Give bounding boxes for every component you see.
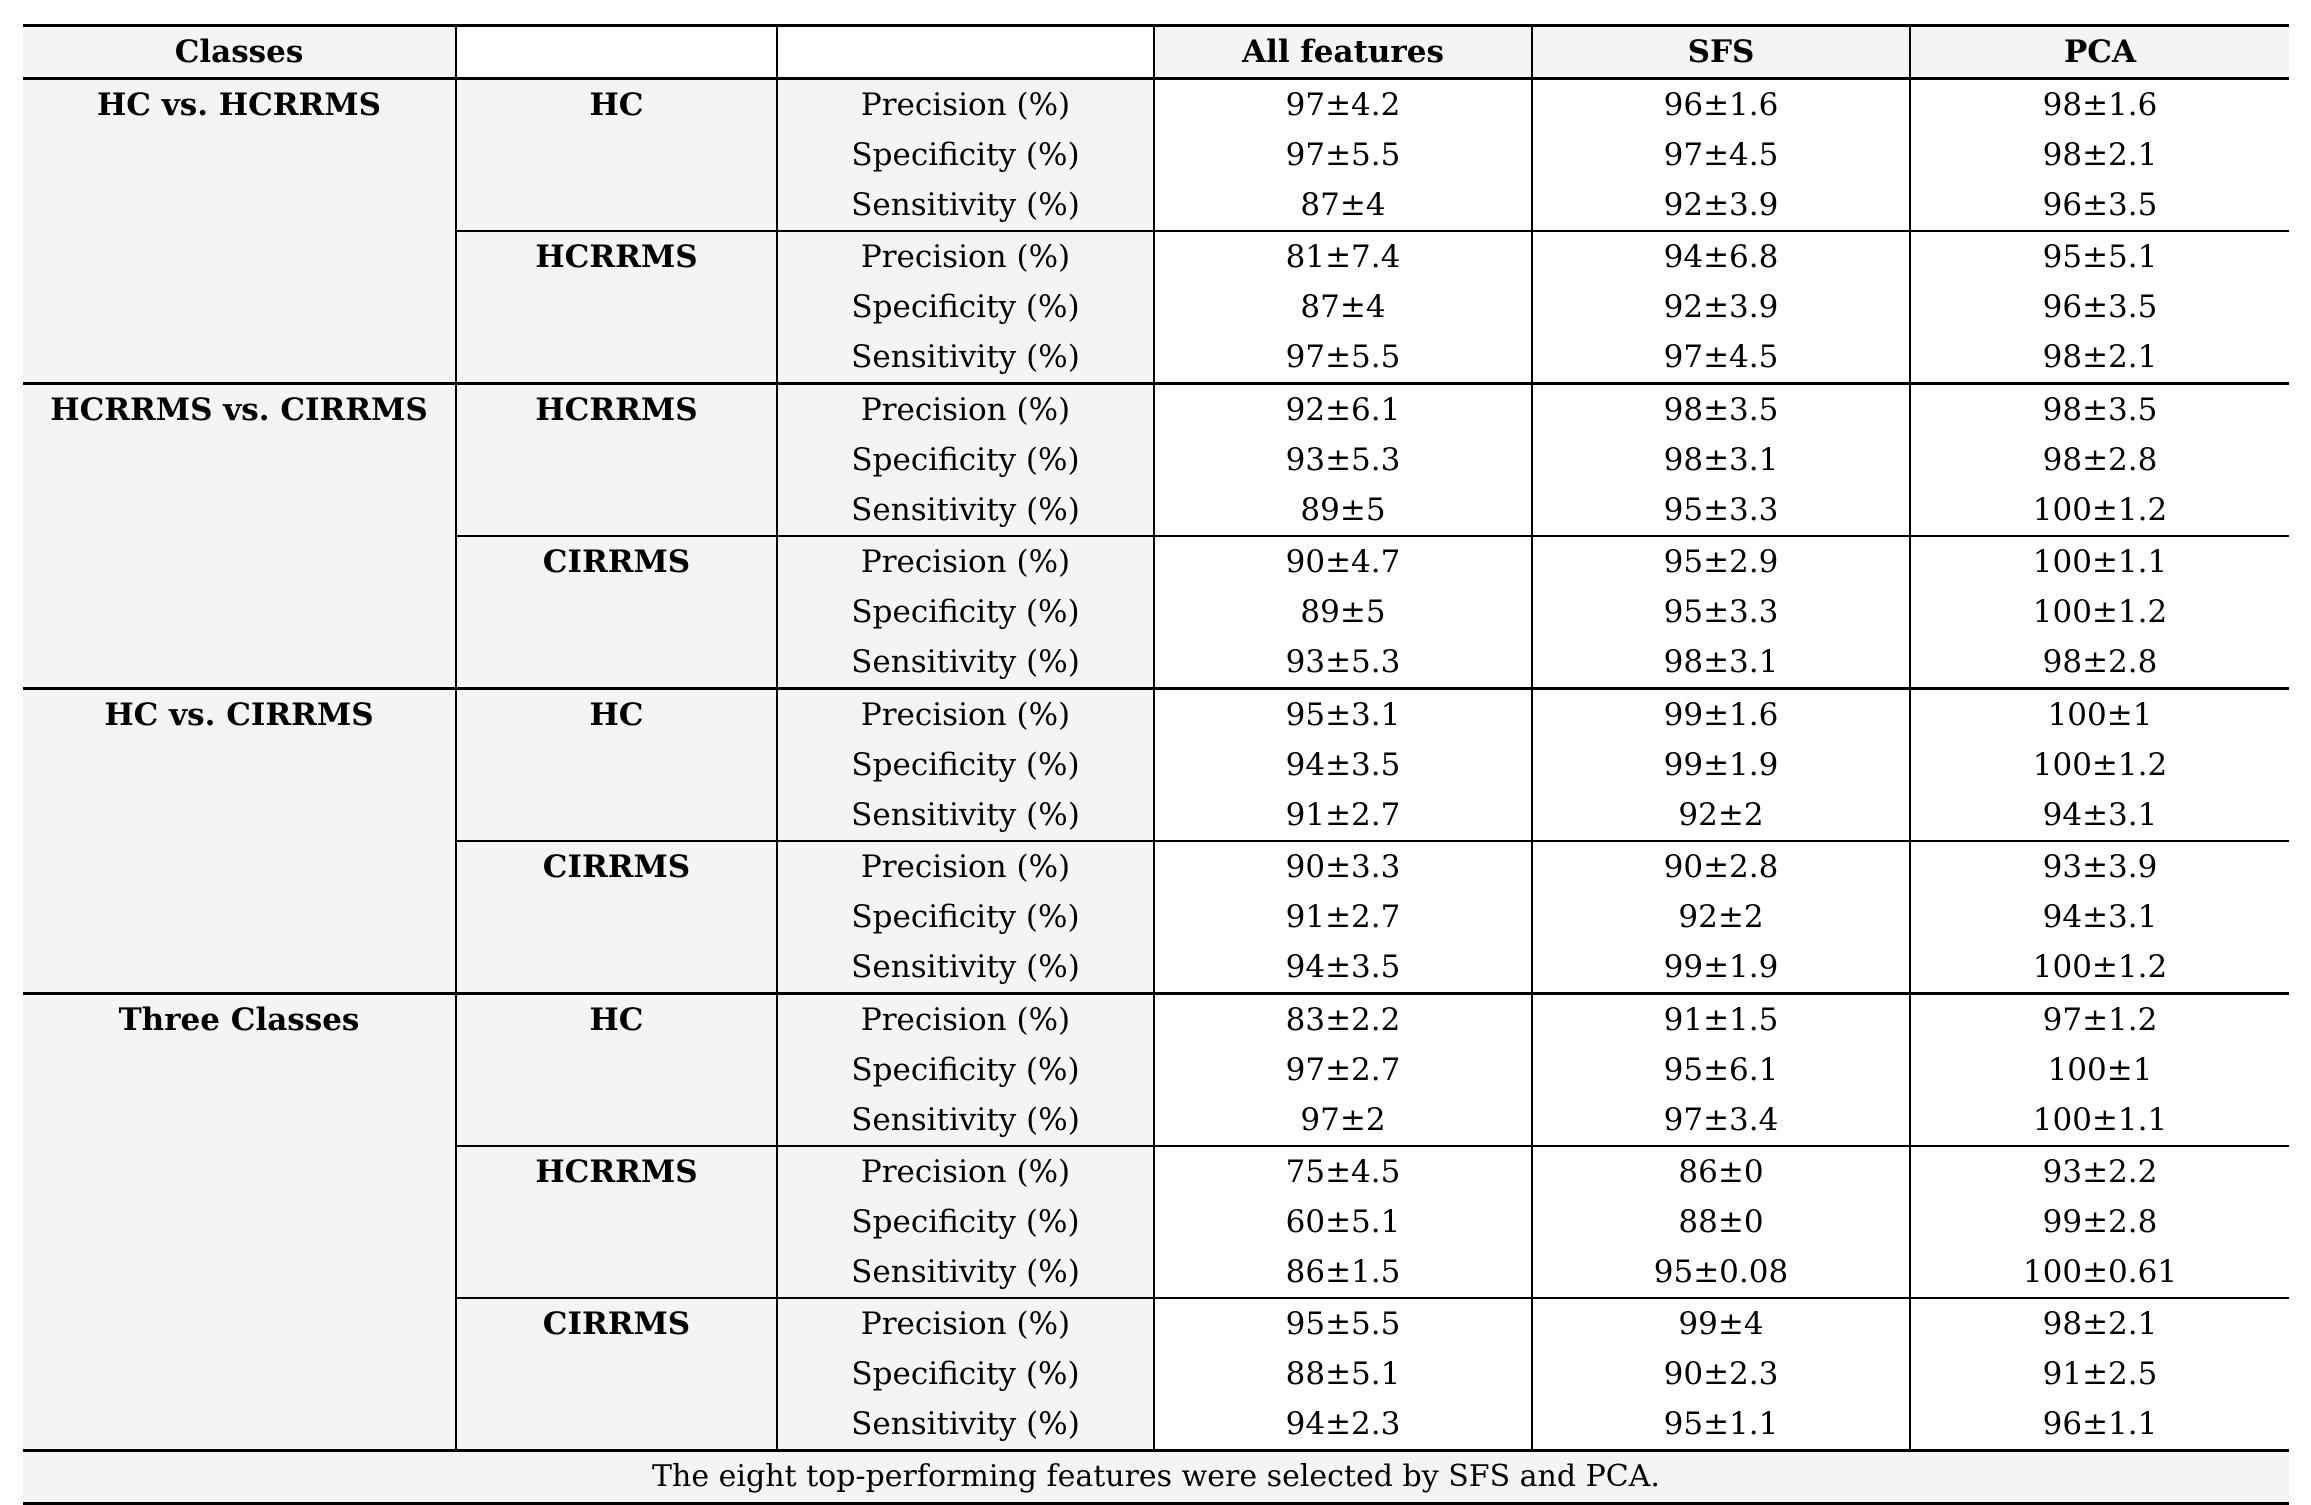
value-sfs: 92±3.9 — [1532, 180, 1910, 231]
value-pca: 100±1 — [1910, 689, 2289, 741]
value-sfs: 98±3.1 — [1532, 637, 1910, 689]
results-table — [23, 24, 2289, 1505]
value-sfs: 97±4.5 — [1532, 332, 1910, 384]
header-classes: Classes — [23, 26, 456, 79]
group-label: HC vs. CIRRMS — [23, 689, 456, 994]
value-pca: 100±1.2 — [1910, 485, 2289, 536]
value-pca: 96±3.5 — [1910, 180, 2289, 231]
value-sfs: 92±2 — [1532, 892, 1910, 942]
value-sfs: 95±0.08 — [1532, 1247, 1910, 1298]
group-label: HCRRMS vs. CIRRMS — [23, 384, 456, 689]
value-all-features: 87±4 — [1154, 180, 1532, 231]
value-sfs: 88±0 — [1532, 1197, 1910, 1247]
value-pca: 100±1.2 — [1910, 740, 2289, 790]
class-label: CIRRMS — [456, 841, 777, 994]
value-pca: 100±0.61 — [1910, 1247, 2289, 1298]
footnote-row — [23, 1451, 2289, 1504]
metric-label: Specificity (%) — [777, 130, 1154, 180]
value-sfs: 97±3.4 — [1532, 1095, 1910, 1146]
metric-label: Sensitivity (%) — [777, 332, 1154, 384]
group-label: Three Classes — [23, 994, 456, 1451]
value-sfs: 95±6.1 — [1532, 1045, 1910, 1095]
value-all-features: 60±5.1 — [1154, 1197, 1532, 1247]
metric-label: Specificity (%) — [777, 587, 1154, 637]
header-pca: PCA — [1910, 26, 2289, 79]
metric-label: Specificity (%) — [777, 1045, 1154, 1095]
metric-label: Specificity (%) — [777, 1197, 1154, 1247]
value-pca: 100±1.2 — [1910, 587, 2289, 637]
table-body — [23, 79, 2289, 1451]
metric-label: Sensitivity (%) — [777, 180, 1154, 231]
class-label: CIRRMS — [456, 536, 777, 689]
metric-label: Specificity (%) — [777, 1349, 1154, 1399]
value-pca: 95±5.1 — [1910, 231, 2289, 282]
value-sfs: 86±0 — [1532, 1146, 1910, 1197]
value-sfs: 90±2.3 — [1532, 1349, 1910, 1399]
value-pca: 91±2.5 — [1910, 1349, 2289, 1399]
value-all-features: 91±2.7 — [1154, 790, 1532, 841]
value-all-features: 93±5.3 — [1154, 435, 1532, 485]
metric-label: Sensitivity (%) — [777, 1095, 1154, 1146]
value-pca: 93±2.2 — [1910, 1146, 2289, 1197]
metric-label: Precision (%) — [777, 1146, 1154, 1197]
value-all-features: 91±2.7 — [1154, 892, 1532, 942]
value-all-features: 97±4.2 — [1154, 79, 1532, 131]
value-pca: 98±2.8 — [1910, 637, 2289, 689]
value-all-features: 94±3.5 — [1154, 942, 1532, 994]
value-all-features: 95±3.1 — [1154, 689, 1532, 741]
value-sfs: 99±1.6 — [1532, 689, 1910, 741]
value-pca: 94±3.1 — [1910, 790, 2289, 841]
value-sfs: 99±1.9 — [1532, 740, 1910, 790]
table-header — [23, 26, 2289, 79]
value-sfs: 92±3.9 — [1532, 282, 1910, 332]
value-all-features: 81±7.4 — [1154, 231, 1532, 282]
value-sfs: 98±3.1 — [1532, 435, 1910, 485]
metric-label: Precision (%) — [777, 994, 1154, 1046]
value-pca: 98±2.1 — [1910, 130, 2289, 180]
value-pca: 98±2.1 — [1910, 1298, 2289, 1349]
metric-label: Sensitivity (%) — [777, 485, 1154, 536]
metric-label: Precision (%) — [777, 231, 1154, 282]
class-label: HC — [456, 689, 777, 842]
value-all-features: 97±5.5 — [1154, 332, 1532, 384]
metric-label: Sensitivity (%) — [777, 1247, 1154, 1298]
table-row — [23, 994, 2289, 1046]
header-sfs: SFS — [1532, 26, 1910, 79]
metric-label: Specificity (%) — [777, 740, 1154, 790]
header-row — [23, 26, 2289, 79]
value-pca: 98±2.1 — [1910, 332, 2289, 384]
value-sfs: 99±1.9 — [1532, 942, 1910, 994]
value-sfs: 95±2.9 — [1532, 536, 1910, 587]
table-row — [23, 79, 2289, 131]
value-all-features: 97±5.5 — [1154, 130, 1532, 180]
metric-label: Precision (%) — [777, 1298, 1154, 1349]
header-all-features: All features — [1154, 26, 1532, 79]
metric-label: Precision (%) — [777, 841, 1154, 892]
value-pca: 98±2.8 — [1910, 435, 2289, 485]
value-pca: 100±1 — [1910, 1045, 2289, 1095]
metric-label: Sensitivity (%) — [777, 637, 1154, 689]
metric-label: Specificity (%) — [777, 282, 1154, 332]
metric-label: Precision (%) — [777, 536, 1154, 587]
metric-label: Precision (%) — [777, 689, 1154, 741]
value-all-features: 90±3.3 — [1154, 841, 1532, 892]
class-label: HC — [456, 79, 777, 232]
value-all-features: 90±4.7 — [1154, 536, 1532, 587]
value-all-features: 89±5 — [1154, 587, 1532, 637]
value-pca: 100±1.1 — [1910, 536, 2289, 587]
value-all-features: 97±2 — [1154, 1095, 1532, 1146]
value-pca: 98±3.5 — [1910, 384, 2289, 436]
class-label: HCRRMS — [456, 384, 777, 537]
value-all-features: 87±4 — [1154, 282, 1532, 332]
metric-label: Precision (%) — [777, 384, 1154, 436]
value-sfs: 95±3.3 — [1532, 485, 1910, 536]
table-row — [23, 689, 2289, 741]
metric-label: Precision (%) — [777, 79, 1154, 131]
value-pca: 97±1.2 — [1910, 994, 2289, 1046]
class-label: CIRRMS — [456, 1298, 777, 1451]
value-all-features: 92±6.1 — [1154, 384, 1532, 436]
metric-label: Sensitivity (%) — [777, 790, 1154, 841]
table-row — [23, 384, 2289, 436]
header-blank-metric — [777, 26, 1154, 79]
value-sfs: 95±3.3 — [1532, 587, 1910, 637]
value-sfs: 92±2 — [1532, 790, 1910, 841]
value-pca: 96±3.5 — [1910, 282, 2289, 332]
footnote: The eight top-performing features were selected by SFS and PCA. — [23, 1451, 2289, 1504]
value-all-features: 75±4.5 — [1154, 1146, 1532, 1197]
value-sfs: 94±6.8 — [1532, 231, 1910, 282]
table-footer — [23, 1451, 2289, 1504]
value-sfs: 96±1.6 — [1532, 79, 1910, 131]
value-sfs: 97±4.5 — [1532, 130, 1910, 180]
value-sfs: 95±1.1 — [1532, 1399, 1910, 1451]
metric-label: Sensitivity (%) — [777, 1399, 1154, 1451]
group-label: HC vs. HCRRMS — [23, 79, 456, 384]
value-sfs: 90±2.8 — [1532, 841, 1910, 892]
value-all-features: 89±5 — [1154, 485, 1532, 536]
value-pca: 93±3.9 — [1910, 841, 2289, 892]
header-blank-class — [456, 26, 777, 79]
value-pca: 100±1.1 — [1910, 1095, 2289, 1146]
value-all-features: 93±5.3 — [1154, 637, 1532, 689]
value-all-features: 83±2.2 — [1154, 994, 1532, 1046]
value-all-features: 97±2.7 — [1154, 1045, 1532, 1095]
value-sfs: 91±1.5 — [1532, 994, 1910, 1046]
class-label: HCRRMS — [456, 231, 777, 384]
value-pca: 94±3.1 — [1910, 892, 2289, 942]
value-pca: 98±1.6 — [1910, 79, 2289, 131]
class-label: HC — [456, 994, 777, 1147]
value-all-features: 94±2.3 — [1154, 1399, 1532, 1451]
metric-label: Specificity (%) — [777, 435, 1154, 485]
class-label: HCRRMS — [456, 1146, 777, 1298]
value-pca: 96±1.1 — [1910, 1399, 2289, 1451]
metric-label: Specificity (%) — [777, 892, 1154, 942]
value-pca: 100±1.2 — [1910, 942, 2289, 994]
value-all-features: 94±3.5 — [1154, 740, 1532, 790]
value-sfs: 98±3.5 — [1532, 384, 1910, 436]
value-all-features: 86±1.5 — [1154, 1247, 1532, 1298]
value-all-features: 95±5.5 — [1154, 1298, 1532, 1349]
value-sfs: 99±4 — [1532, 1298, 1910, 1349]
metric-label: Sensitivity (%) — [777, 942, 1154, 994]
value-pca: 99±2.8 — [1910, 1197, 2289, 1247]
value-all-features: 88±5.1 — [1154, 1349, 1532, 1399]
